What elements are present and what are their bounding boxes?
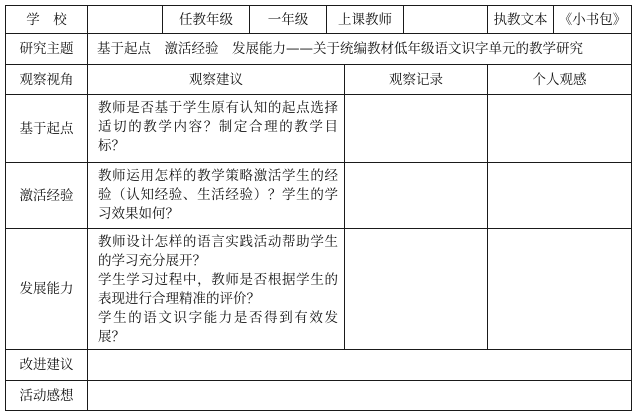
activity-feeling-label: 活动感想 — [19, 387, 74, 404]
record-cell[interactable] — [345, 163, 487, 228]
suggestion-text: 教师设计怎样的语言实践活动帮助学生的学习充分展开？ — [98, 234, 338, 269]
suggestion-heading: 观察建议 — [189, 71, 243, 88]
record-cell[interactable] — [345, 95, 487, 162]
rule — [5, 410, 632, 411]
perspective-cell: 基于起点 — [19, 120, 74, 137]
rule — [631, 5, 632, 411]
suggestion-text: 学生的语文识字能力是否得到有效发展？ — [98, 310, 338, 345]
improve-label: 改进建议 — [19, 357, 74, 373]
feeling-cell[interactable] — [488, 95, 631, 162]
perspective-cell: 激活经验 — [19, 187, 74, 204]
school-value[interactable] — [88, 6, 162, 33]
feeling-cell[interactable] — [488, 229, 631, 349]
topic-value: 基于起点 激活经验 发展能力——关于统编教材低年级语文识字单元的教学研究 — [97, 41, 583, 57]
text-label: 执教文本 — [493, 11, 548, 28]
observation-form — [5, 5, 632, 411]
text-value[interactable]: 《小书包》 — [558, 11, 627, 28]
suggestion-cell — [98, 233, 338, 347]
activity-feeling-field[interactable] — [88, 381, 631, 410]
record-heading: 观察记录 — [389, 71, 443, 88]
school-label: 学 校 — [26, 11, 67, 28]
topic-label: 研究主题 — [19, 41, 74, 57]
teacher-label: 上课教师 — [338, 11, 392, 28]
teacher-value[interactable] — [404, 6, 487, 33]
perspective-heading: 观察视角 — [19, 71, 74, 88]
grade-label: 任教年级 — [179, 11, 233, 28]
suggestion-text: 学生学习过程中，教师是否根据学生的表现进行合理精准的评价？ — [98, 272, 338, 307]
grade-value[interactable]: 一年级 — [267, 11, 309, 28]
perspective-cell: 发展能力 — [19, 281, 74, 297]
suggestion-cell — [98, 99, 338, 156]
record-cell[interactable] — [345, 229, 487, 349]
suggestion-text: 教师运用怎样的教学策略激活学生的经验（认知经验、生活经验）？学生的学习效果如何？ — [98, 168, 338, 222]
suggestion-cell — [98, 167, 338, 224]
feeling-cell[interactable] — [488, 163, 631, 228]
suggestion-text: 教师是否基于学生原有认知的起点选择适切的教学内容？制定合理的教学目标？ — [98, 100, 338, 154]
feeling-heading: 个人观感 — [532, 71, 587, 88]
improve-field[interactable] — [88, 350, 631, 380]
